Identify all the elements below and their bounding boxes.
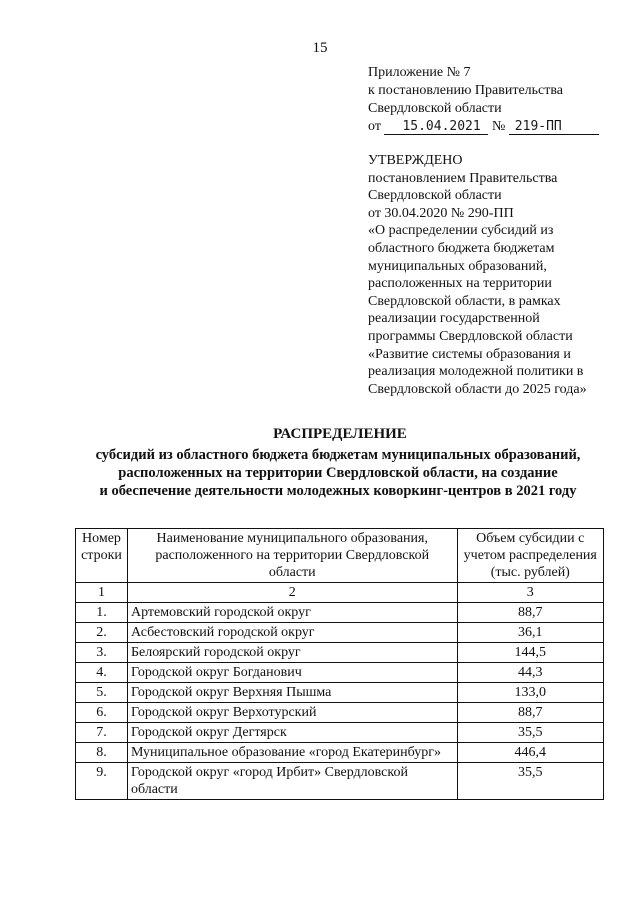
municipality-name: Городской округ Дегтярск: [127, 723, 457, 743]
table-row: [76, 623, 604, 643]
table-row: [76, 703, 604, 723]
subsidy-amount: 446,4: [457, 743, 603, 763]
column-number-row: [76, 583, 604, 603]
document-title: РАСПРЕДЕЛЕНИЕ: [273, 426, 407, 442]
approval-line: расположенных на территории: [368, 276, 552, 292]
approval-line: «О распределении субсидий из: [368, 223, 554, 239]
row-number: 1.: [76, 603, 128, 623]
appendix-line-2: к постановлению Правительства: [368, 83, 564, 98]
subsidy-amount: 88,7: [457, 603, 603, 623]
subtitle-line: субсидий из областного бюджета бюджетам муниципальных образований,: [95, 447, 581, 463]
subsidy-amount: 144,5: [457, 643, 603, 663]
row-number: 6.: [76, 703, 128, 723]
table-header-row: [76, 529, 604, 583]
date-prefix: от: [368, 119, 381, 134]
header-row-number: Номер строки: [76, 529, 128, 583]
subsidy-amount: 44,3: [457, 663, 603, 683]
municipality-name: Артемовский городской округ: [127, 603, 457, 623]
number-fill-line: [509, 119, 599, 135]
row-number: 7.: [76, 723, 128, 743]
subtitle-line: расположенных на территории Свердловской области, на создание: [118, 465, 558, 481]
number-prefix: №: [491, 119, 506, 134]
row-number: 2.: [76, 623, 128, 643]
subsidy-amount: 133,0: [457, 683, 603, 703]
subtitle-line: и обеспечение деятельности молодежных коворкинг-центров в 2021 году: [99, 483, 577, 499]
row-number: 5.: [76, 683, 128, 703]
approval-line: реализации государственной: [368, 311, 540, 327]
table-row: [76, 643, 604, 663]
subsidy-amount: 35,5: [457, 763, 603, 800]
table-row: [76, 763, 604, 800]
document-subtitle: [70, 446, 606, 500]
table-row: [76, 603, 604, 623]
table-row: [76, 743, 604, 763]
municipality-name: Белоярский городской округ: [127, 643, 457, 663]
appendix-line-1: Приложение № 7: [368, 65, 471, 80]
header-amount: Объем субсидии с учетом распределения (тыс. рублей): [457, 529, 603, 583]
number-value: 219-ПП: [514, 119, 562, 134]
row-number: 8.: [76, 743, 128, 763]
municipality-name: Муниципальное образование «город Екатеринбург»: [127, 743, 457, 763]
municipality-name: Городской округ Верхотурский: [127, 703, 457, 723]
column-number: 2: [127, 583, 457, 603]
date-value: 15.04.2021: [402, 119, 481, 134]
approval-line: постановлением Правительства: [368, 170, 558, 186]
table-row: [76, 683, 604, 703]
table-row: [76, 663, 604, 683]
approval-line: Свердловской области, в рамках: [368, 293, 561, 309]
table-row: [76, 723, 604, 743]
distribution-table: [75, 528, 604, 800]
approval-line: программы Свердловской области: [368, 328, 573, 344]
column-number: 3: [457, 583, 603, 603]
municipality-name: Городской округ Верхняя Пышма: [127, 683, 457, 703]
row-number: 3.: [76, 643, 128, 663]
subsidy-amount: 36,1: [457, 623, 603, 643]
row-number: 9.: [76, 763, 128, 800]
approval-line: Свердловской области: [368, 188, 502, 204]
approval-line: реализация молодежной политики в: [368, 364, 584, 380]
appendix-block: [368, 64, 628, 136]
appendix-date-line: [368, 118, 628, 136]
approval-block: [368, 152, 630, 398]
header-municipality: Наименование муниципального образования, расположенного на территории Свердловской области: [127, 529, 457, 583]
appendix-line-3: Свердловской области: [368, 101, 502, 116]
approval-line: от 30.04.2020 № 290-ПП: [368, 205, 514, 221]
approval-line: муниципальных образований,: [368, 258, 547, 274]
approval-line: Свердловской области до 2025 года»: [368, 381, 587, 397]
municipality-name: Городской округ Богданович: [127, 663, 457, 683]
page-number: 15: [312, 40, 328, 56]
approval-line: областного бюджета бюджетам: [368, 240, 555, 256]
row-number: 4.: [76, 663, 128, 683]
date-fill-line: [384, 119, 488, 135]
approval-title: УТВЕРЖДЕНО: [368, 153, 463, 168]
subsidy-amount: 35,5: [457, 723, 603, 743]
municipality-name: Асбестовский городской округ: [127, 623, 457, 643]
approval-line: «Развитие системы образования и: [368, 346, 571, 362]
column-number: 1: [76, 583, 128, 603]
subsidy-amount: 88,7: [457, 703, 603, 723]
municipality-name: Городской округ «город Ирбит» Свердловской области: [127, 763, 457, 800]
